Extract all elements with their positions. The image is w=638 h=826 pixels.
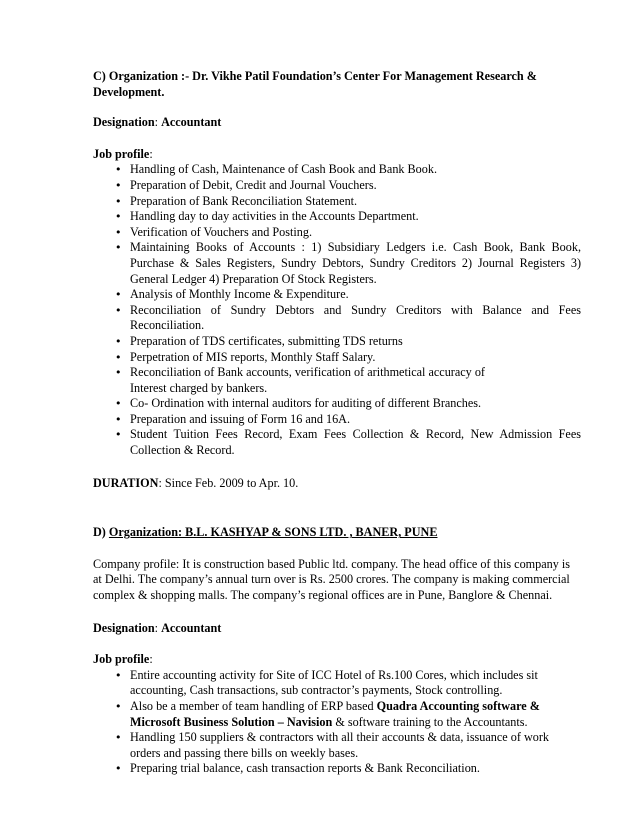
duty-text: Preparation of Debit, Credit and Journal Vouchers. — [130, 177, 377, 192]
section-d-designation — [93, 621, 581, 637]
duty-text: Entire accounting activity for Site of ICC Hotel of Rs.100 Cores, which includes sit accounting, Cash transactions, sub contractor’s payments, Stock controlling. — [130, 667, 538, 698]
list-item — [93, 194, 581, 210]
bullet-icon: • — [115, 700, 122, 713]
duty-text: Reconciliation of Bank accounts, verification of arithmetical accuracy of Interest charged by bankers. — [130, 365, 485, 395]
designation-separator: : — [154, 115, 162, 130]
duration-label: DURATION — [93, 475, 159, 490]
designation-value: Accountant — [161, 620, 222, 635]
designation-separator: : — [154, 620, 162, 635]
duty-text-part: & software training to the Accountants. — [332, 714, 528, 729]
list-item — [93, 209, 581, 225]
list-item — [93, 412, 581, 428]
job-profile-label: Job profile — [93, 146, 150, 161]
bullet-icon: • — [115, 225, 122, 239]
list-item — [93, 225, 581, 241]
duty-text — [130, 699, 581, 730]
bullet-icon: • — [115, 210, 122, 224]
bullet-icon: • — [115, 366, 122, 380]
duty-text: Handling 150 suppliers & contractors with all their accounts & data, issuance of work orders and passing there bills on weekly bases. — [130, 730, 550, 760]
duty-text: Analysis of Monthly Income & Expenditure. — [130, 287, 349, 302]
bullet-icon: • — [115, 288, 122, 302]
list-item — [93, 427, 581, 458]
list-item — [93, 334, 581, 350]
list-item — [93, 699, 581, 730]
list-item — [93, 287, 581, 303]
bullet-icon: • — [115, 178, 122, 192]
designation-label: Designation — [93, 115, 155, 130]
section-d-org-name: Organization: B.L. KASHYAP & SONS LTD. , BANER, PUNE — [108, 525, 438, 540]
duty-text: Preparation and issuing of Form 16 and 16A. — [130, 411, 351, 426]
duty-text: Co- Ordination with internal auditors for auditing of different Branches. — [130, 396, 482, 411]
section-c-duration — [93, 476, 581, 492]
bullet-icon: • — [115, 412, 122, 426]
designation-value: Accountant — [161, 115, 222, 130]
bullet-icon: • — [115, 194, 122, 208]
duty-text: Reconciliation of Sundry Debtors and Sundry Creditors with Balance and Fees Reconciliation. — [130, 302, 581, 333]
section-d-job-profile-label — [93, 652, 581, 668]
duty-text-part: Also be a member of team handling of ERP based — [130, 699, 377, 713]
section-d-prefix: D) — [93, 525, 109, 540]
job-profile-label: Job profile — [93, 652, 150, 667]
list-item — [93, 396, 581, 412]
list-item — [93, 730, 581, 761]
list-item — [93, 162, 581, 178]
resume-page — [93, 69, 581, 777]
list-item — [93, 668, 581, 699]
list-item — [93, 178, 581, 194]
bullet-icon: • — [115, 428, 122, 442]
section-c-title: C) Organization :- Dr. Vikhe Patil Foundation’s Center For Management Research & Development. — [93, 69, 537, 99]
list-item — [93, 365, 581, 396]
duration-value: : Since Feb. 2009 to Apr. 10. — [158, 475, 299, 490]
bullet-icon: • — [115, 397, 122, 411]
duty-text: Handling day to day activities in the Accounts Department. — [130, 209, 419, 224]
bullet-icon: • — [115, 731, 122, 745]
duty-text: Student Tuition Fees Record, Exam Fees Collection & Record, New Admission Fees Collection & Record. — [130, 427, 581, 458]
bullet-icon: • — [115, 163, 122, 177]
job-profile-colon: : — [149, 652, 153, 667]
duty-text: Handling of Cash, Maintenance of Cash Book and Bank Book. — [130, 162, 438, 177]
list-item — [93, 240, 581, 287]
section-c-duties-list — [93, 162, 581, 458]
section-c-designation — [93, 115, 581, 131]
bullet-icon: • — [115, 334, 122, 348]
duty-text: Maintaining Books of Accounts : 1) Subsidiary Ledgers i.e. Cash Book, Bank Book, Purchase & Sales Registers, Sundry Debtors, Sundry Creditors 2) Journal Registers 3) General Ledger 4) Preparation Of Stock Registers. — [130, 240, 581, 286]
bullet-icon: • — [115, 350, 122, 364]
list-item — [93, 303, 581, 334]
bullet-icon: • — [115, 303, 122, 317]
section-c-job-profile-label — [93, 147, 581, 163]
duty-text: Verification of Vouchers and Posting. — [130, 224, 312, 239]
duty-text: Preparation of Bank Reconciliation Statement. — [130, 193, 358, 208]
duty-text: Preparing trial balance, cash transaction reports & Bank Reconciliation. — [130, 761, 480, 776]
bullet-icon: • — [115, 668, 122, 682]
list-item — [93, 350, 581, 366]
duty-text: Perpetration of MIS reports, Monthly Staff Salary. — [130, 349, 376, 364]
bullet-icon: • — [115, 241, 122, 255]
job-profile-colon: : — [149, 146, 153, 161]
duty-text: Preparation of TDS certificates, submitting TDS returns — [130, 333, 403, 348]
company-profile: Company profile: It is construction based Public ltd. company. The head office of this company is at Delhi. The company’s annual turn over is Rs. 2500 crores. The company is making commercial complex & shopping malls. The company’s regional offices are in Pune, Banglore & Chennai. — [93, 556, 571, 603]
section-d-title — [93, 525, 581, 541]
section-d-duties-list — [93, 668, 581, 777]
software-names: Quadra Accounting software & Microsoft Business Solution – Navision — [130, 699, 540, 729]
bullet-icon: • — [115, 762, 122, 776]
designation-label: Designation — [93, 620, 155, 635]
list-item — [93, 761, 581, 777]
